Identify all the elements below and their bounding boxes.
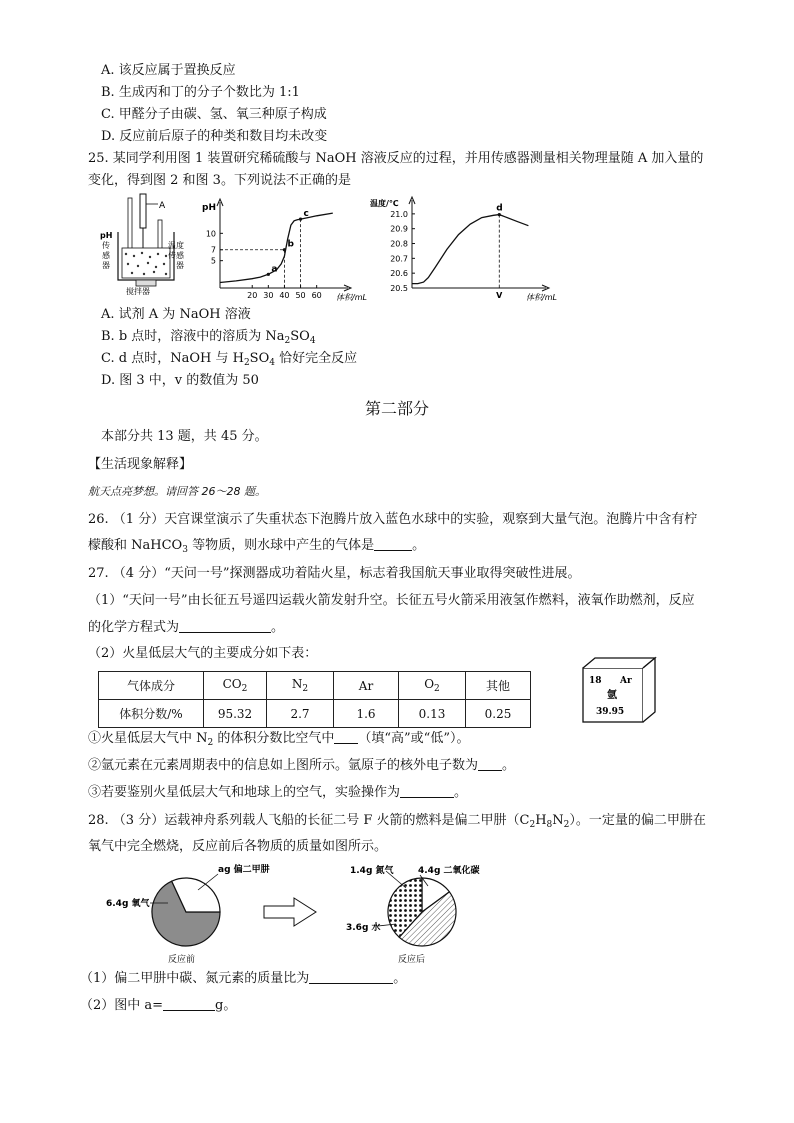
pie-before-title: 反应前 <box>168 955 196 965</box>
part2-heading: 【生活现象解释】 <box>88 457 193 472</box>
temp-y-tick-label: 20.7 <box>390 254 408 264</box>
q28-ratio-blank[interactable] <box>309 970 393 984</box>
part2-intro: 本部分共 13 题，共 45 分。 <box>101 429 268 444</box>
q27-q2-blank[interactable] <box>478 757 502 771</box>
fig1-ph-sensor-3: 器 <box>102 261 110 270</box>
table-header-cell: 其他 <box>466 672 531 700</box>
reaction-arrow <box>264 898 316 926</box>
table-header-cell: 气体成分 <box>99 672 204 700</box>
ph-y-tick-label: 10 <box>205 229 216 239</box>
q27-question2: ②氩元素在元素周期表中的信息如上图所示。氩原子的核外电子数为 。 <box>88 758 516 773</box>
ph-x-tick-label: 50 <box>295 291 306 300</box>
ph-y-tick-label: 5 <box>210 256 216 266</box>
part2-title: 第二部分 <box>364 399 429 418</box>
q25-stem-line2: 变化，得到图 2 和图 3。下列说法不正确的是 <box>88 173 351 188</box>
q28-line1: 28. （3 分）运载神舟系列载人飞船的长征二号 F 火箭的燃料是偏二甲肼$(C_2H_8N_2)$。一定量的偏二甲肼在 <box>88 813 706 830</box>
q26-answer-blank[interactable] <box>374 537 412 551</box>
argon-number: 18 <box>589 676 602 686</box>
temp-y-tick-label: 20.6 <box>390 269 408 279</box>
ph-x-tick-label: 40 <box>279 291 290 300</box>
ph-point-label-a: a <box>271 264 278 275</box>
table-cell: 0.25 <box>466 700 531 728</box>
q24-option-b: B. 生成丙和丁的分子个数比为 1:1 <box>101 85 300 100</box>
q27-question3: ③若要鉴别火星低层大气和地球上的空气，实验操作为 。 <box>88 785 468 800</box>
fig1-stirrer-label: 搅拌器 <box>126 287 150 296</box>
temperature-curve <box>412 215 528 284</box>
pie-after-title: 反应后 <box>398 955 426 965</box>
q27-sub2: （2）火星低层大气的主要成分如下表： <box>88 646 318 661</box>
q25-stem-line1: 25. 某同学利用图 1 装置研究稀硫酸与 NaOH 溶液反应的过程，并用传感器测量相关物理量随 A 加入量的 <box>88 151 704 166</box>
fig1-label-a: A <box>159 201 166 211</box>
argon-mass: 39.95 <box>596 707 625 717</box>
q27-sub1-line2: 的化学方程式为 。 <box>88 620 285 635</box>
temp-y-tick-label: 21.0 <box>390 209 408 219</box>
temp-y-tick-label: 20.5 <box>390 284 408 293</box>
q28-sub1: （1）偏二甲肼中碳、氮元素的质量比为 。 <box>80 971 407 986</box>
q26-line2: 檬酸和 NaHCO$_3$ 等物质，则水球中产生的气体是 。 <box>88 538 426 555</box>
ph-point-c <box>299 218 302 221</box>
table-header-cell: $O_2$ <box>399 672 466 700</box>
ph-y-tick-label: 7 <box>210 245 216 255</box>
ph-point-a <box>267 273 270 276</box>
q25-option-d: D. 图 3 中，v 的数值为 50 <box>101 373 259 388</box>
table-header-cell: $CO_2$ <box>204 672 267 700</box>
temp-y-label: 温度/℃ <box>370 199 399 208</box>
q27-question1: ①火星低层大气中 $N_2$ 的体积分数比空气中 （填“高”或“低”）。 <box>88 731 470 748</box>
ph-x-tick-label: 60 <box>311 291 322 300</box>
fig1-ph-sensor-2: 感 <box>102 251 110 260</box>
pie-after-co2-label: 4.4g 二氧化碳 <box>418 866 480 876</box>
q28-line2: 氧气中完全燃烧，反应前后各物质的质量如图所示。 <box>88 839 388 854</box>
q28-a-blank[interactable] <box>163 997 215 1011</box>
pie-before-oxygen-label: 6.4g 氧气 <box>106 899 150 909</box>
q27-q3-blank[interactable] <box>400 784 454 798</box>
table-cell: 体积分数/% <box>99 700 204 728</box>
q25-option-c: C. d 点时，NaOH 与 $H_2SO_4$ 恰好完全反应 <box>101 351 358 368</box>
figure2-ph-chart <box>198 196 370 302</box>
argon-name: 氩 <box>607 690 617 701</box>
q24-option-a: A. 该反应属于置换反应 <box>101 63 236 78</box>
q27-equation-blank[interactable] <box>179 619 271 633</box>
figure3-temperature-chart <box>368 194 568 302</box>
fig1-temp-sensor-3: 器 <box>176 261 184 270</box>
q27-line1: 27. （4 分）“天问一号”探测器成功着陆火星，标志着我国航天事业取得突破性进展。 <box>88 566 581 581</box>
mars-atmosphere-table <box>98 671 531 728</box>
table-cell: 1.6 <box>334 700 399 728</box>
argon-symbol: Ar <box>620 676 632 686</box>
q24-option-c: C. 甲醛分子由碳、氢、氧三种原子构成 <box>101 107 327 122</box>
table-row <box>99 672 531 700</box>
temp-y-tick-label: 20.8 <box>390 239 408 249</box>
q27-sub1-line1: （1）“天问一号”由长征五号遥四运载火箭发射升空。长征五号火箭采用液氢作燃料，液氧作助燃剂，反应 <box>88 593 695 608</box>
q26-line1: 26. （1 分）天宫课堂演示了失重状态下泡腾片放入蓝色水球中的实验，观察到大量气泡。泡腾片中含有柠 <box>88 512 698 527</box>
argon-element-card <box>580 656 660 726</box>
pie-before-fuel-label: ag 偏二甲肼 <box>218 865 270 875</box>
q25-option-b: B. b 点时，溶液中的溶质为 $Na_2SO_4$ <box>101 329 316 346</box>
ph-x-tick-label: 30 <box>263 291 274 300</box>
mass-pie-charts <box>98 858 480 966</box>
temp-point-label-d: d <box>496 203 503 214</box>
fig1-ph-label: pH <box>100 231 113 240</box>
q27-q1-blank[interactable] <box>334 730 358 744</box>
pie-after-nitrogen-label: 1.4g 氮气 <box>350 866 394 876</box>
ph-x-label: 体积/mL <box>336 293 367 302</box>
pie-after-water-label: 3.6g 水 <box>346 923 381 933</box>
part2-prompt: 航天点亮梦想。请回答 26～28 题。 <box>88 485 266 498</box>
ph-y-label: pH <box>202 203 216 213</box>
temp-x-label: 体积/mL <box>526 293 557 302</box>
temp-y-tick-label: 20.9 <box>390 224 408 234</box>
table-cell: 95.32 <box>204 700 267 728</box>
figure1-apparatus <box>96 190 196 296</box>
q28-sub2: （2）图中 a= g。 <box>80 998 237 1013</box>
table-cell: 0.13 <box>399 700 466 728</box>
ph-point-label-b: b <box>287 239 294 250</box>
fig1-temp-sensor-1: 温度 <box>168 241 184 250</box>
q25-option-a: A. 试剂 A 为 NaOH 溶液 <box>101 307 251 322</box>
fig1-ph-sensor-1: 传 <box>102 241 110 250</box>
q24-option-d: D. 反应前后原子的种类和数目均未改变 <box>101 129 328 144</box>
table-header-cell: $N_2$ <box>267 672 334 700</box>
ph-point-label-c: c <box>303 209 309 220</box>
ph-point-b <box>283 248 286 251</box>
table-cell: 2.7 <box>267 700 334 728</box>
table-row <box>99 700 531 728</box>
temp-x-marker: V <box>496 291 503 300</box>
ph-x-tick-label: 20 <box>247 291 258 300</box>
table-header-cell: Ar <box>334 672 399 700</box>
fig1-temp-sensor-2: 传感 <box>168 251 184 260</box>
